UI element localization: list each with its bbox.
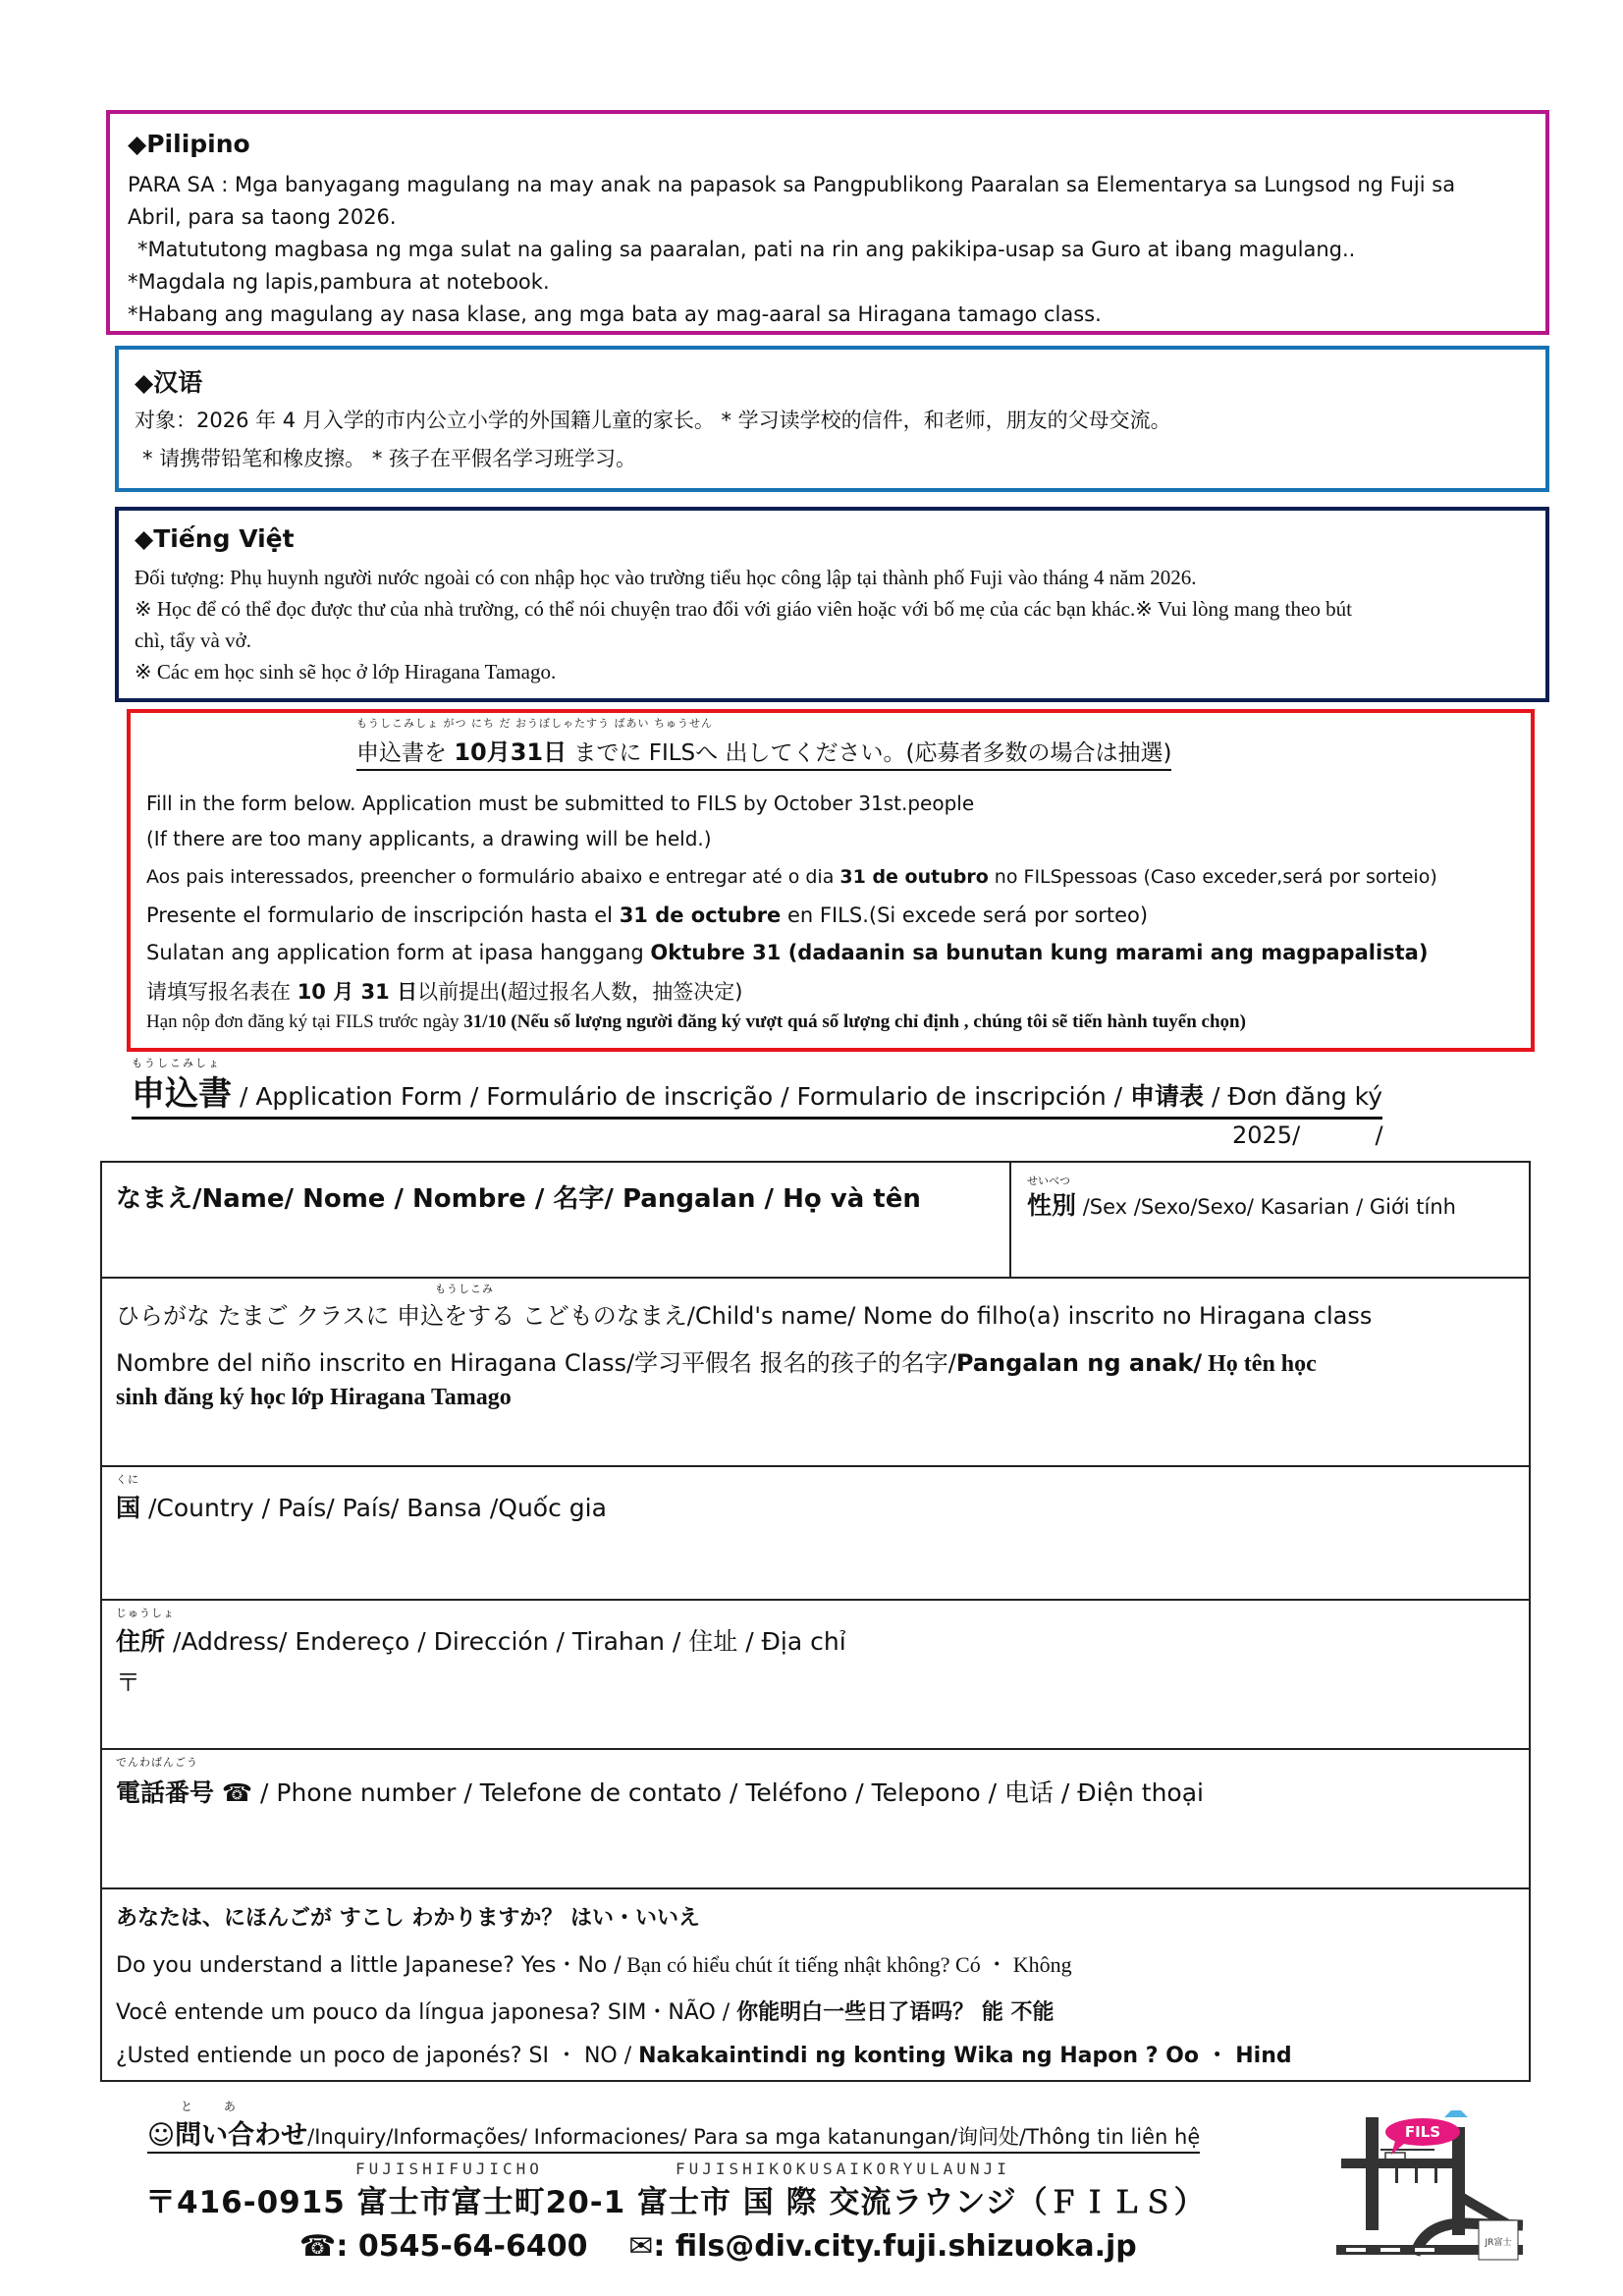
es-date: 31 de octubre <box>619 903 782 927</box>
vietnamese-line: Đối tượng: Phụ huynh người nước ngoài có con nhập học vào trường tiểu học công lập tại thành phố Fuji vào tháng 4 năm 2026. <box>135 566 1197 589</box>
deadline-spanish <box>146 903 1148 927</box>
japanese-question-ja[interactable]: あなたは、にほんごが すこし わかりますか？ はい・いいえ <box>116 1906 700 1931</box>
contact-line <box>299 2229 1137 2264</box>
form-title-chinese: 申请表 <box>1130 1082 1205 1111</box>
japanese-question-pt-zh[interactable] <box>116 1995 1055 2026</box>
address-label <box>116 1622 846 1658</box>
address-ruby: じゅうしょ <box>116 1607 175 1619</box>
address-romaji-1: FUJISHIFUJICHO <box>355 2159 543 2178</box>
pilipino-line: PARA SA : Mga banyagang magulang na may anak na papasok sa Pangpublikong Paaralan sa Elementarya sa Lungsod ng Fuji sa <box>128 173 1456 196</box>
japanese-question-zh: 你能明白一些日了语吗？ 能 不能 <box>736 2000 1055 2025</box>
address-romaji-2: FUJISHIKOKUSAIKORYULAUNJI <box>676 2159 1010 2178</box>
application-form-table <box>100 1161 1531 2082</box>
deadline-ruby: もうしこみしょ がつ にち だ おうぼしゃたすう ばあい ちゅうせん <box>356 717 713 730</box>
pilipino-line: *Matututong magbasa ng mga sulat na galing sa paaralan, pati na rin ang pakikipa-usap sa Guro at ibang magulang.. <box>137 238 1356 261</box>
country-ruby: くに <box>116 1473 139 1486</box>
form-row-phone[interactable] <box>102 1750 1529 1889</box>
fil-pre: Sulatan ang application form at ipasa hanggang <box>146 941 651 964</box>
railway-stripe <box>1380 2248 1400 2252</box>
map-road <box>1395 2168 1398 2183</box>
child-label-1: ひらがな たまご クラスに 申込をする こどものなまえ/Child's name/ Nome do filho(a) inscrito no Hiragana class <box>116 1302 1373 1330</box>
map-road <box>1434 2168 1437 2183</box>
pt-date: 31 de outubro <box>839 866 989 888</box>
deadline-vietnamese <box>146 1011 1246 1033</box>
deadline-chinese <box>146 976 742 1006</box>
japanese-question-es: ¿Usted entiende un poco de japonés? SI ・ NO / <box>116 2044 639 2068</box>
chinese-section <box>115 346 1549 492</box>
inquiry-languages: /Inquiry/Informações/ Informaciones/ Para sa mga katanungan/询问处/Thông tin liên hệ <box>307 2125 1201 2149</box>
form-row-japanese-ability <box>102 1889 1529 2082</box>
form-row-country[interactable] <box>102 1467 1529 1601</box>
address-kanji: 住所 <box>116 1627 166 1656</box>
phone-icon: ☎ <box>299 2229 337 2264</box>
inquiry-ruby: と あ <box>181 2100 249 2113</box>
japanese-question-pt: Você entende um pouco da língua japonesa? SIM・NÃO / <box>116 2000 737 2025</box>
mail-icon: ✉ <box>628 2229 654 2264</box>
deadline-filipino <box>146 941 1428 964</box>
telephone-icon: ☎ <box>221 1778 253 1807</box>
inquiry-heading <box>147 2100 1201 2154</box>
chinese-title: ◆汉语 <box>135 368 203 397</box>
sex-label: /Sex /Sexo/Sexo/ Kasarian / Giới tính <box>1076 1195 1456 1219</box>
fil-date: Oktubre 31 (dadaanin sa bunutan kung marami ang magpapalista) <box>650 941 1429 964</box>
station-label: JR富士 <box>1485 2238 1512 2248</box>
name-label: なまえ/Name/ Nome / Nombre / 名字/ Pangalan / Họ và tên <box>116 1184 921 1214</box>
deadline-heading-pre: 申込書を <box>356 740 455 766</box>
pt-post: no FILSpessoas (Caso exceder,será por sorteio) <box>988 866 1437 888</box>
form-title-languages: / Application Form / Formulário de inscrição / Formulario de inscripción / <box>232 1082 1131 1111</box>
sex-ruby: せいべつ <box>1027 1175 1070 1187</box>
application-date-field[interactable]: 2025/ / <box>1232 1121 1383 1149</box>
map-road <box>1415 2168 1418 2183</box>
zh-pre: 请填写报名表在 <box>146 980 298 1004</box>
form-row-name <box>102 1163 1529 1279</box>
contact-phone[interactable]: : 0545-64-6400 <box>336 2229 588 2264</box>
name-field[interactable] <box>102 1163 1011 1277</box>
deadline-heading <box>356 733 1171 771</box>
phone-label <box>116 1774 1204 1809</box>
map-road <box>1341 2159 1459 2168</box>
country-text: /Country / País/ País/ Bansa /Quốc gia <box>140 1494 607 1522</box>
inquiry-kanji: 問い合わせ <box>175 2120 308 2151</box>
child-label-3: sinh đăng ký học lớp Hiragana Tamago <box>116 1385 512 1410</box>
chinese-line: 对象：2026 年 4 月入学的市内公立小学的外国籍儿童的家长。 * 学习读学校的信件，和老师，朋友的父母交流。 <box>135 409 1171 432</box>
vi-pre: Hạn nộp đơn đăng ký tại FILS trước ngày <box>146 1011 464 1032</box>
contact-email[interactable]: : fils@div.city.fuji.shizuoka.jp <box>653 2229 1137 2264</box>
location-map <box>1336 2098 1523 2265</box>
deadline-heading-post: までに FILSへ 出してください。(応募者多数の場合は抽選) <box>567 740 1172 766</box>
pilipino-title: ◆Pilipino <box>128 130 250 158</box>
vi-date: 31/10 (Nếu số lượng người đăng ký vượt quá số lượng chỉ định , chúng tôi sẽ tiến hành tuyển chọn) <box>463 1011 1246 1032</box>
map-road <box>1380 2149 1434 2151</box>
deadline-section <box>127 709 1535 1052</box>
form-title <box>132 1057 1383 1120</box>
japanese-question-es-fil[interactable] <box>116 2039 1292 2069</box>
sex-kanji: 性別 <box>1027 1191 1077 1220</box>
fils-address: 〒416-0915 富士市富士町20-1 富士市 国 際 交流ラウンジ（ＦＩＬＳ） <box>145 2185 1206 2220</box>
japanese-question-vi: Bạn có hiểu chút ít tiếng nhật không? Có ・ Không <box>621 1952 1072 1977</box>
zh-date: 10 月 31 日 <box>297 980 418 1004</box>
japanese-question-en-vi[interactable] <box>116 1948 1072 1979</box>
country-kanji: 国 <box>116 1494 141 1522</box>
deadline-english-1: Fill in the form below. Application must be submitted to FILS by October 31st.people <box>146 792 975 815</box>
address-text: /Address/ Endereço / Dirección / Tirahan / 住址 / Địa chỉ <box>165 1627 846 1656</box>
child-label-2 <box>116 1343 1317 1378</box>
pilipino-section <box>106 110 1549 335</box>
deadline-date: 10月31日 <box>454 738 568 766</box>
form-title-vietnamese: / Đơn đăng ký <box>1204 1082 1383 1111</box>
form-title-ruby: もうしこみしょ <box>132 1057 221 1069</box>
child-label-2b: Pangalan ng anak/ <box>955 1349 1203 1377</box>
railway-stripe <box>1346 2248 1366 2252</box>
deadline-portuguese <box>146 866 1437 888</box>
form-row-address[interactable] <box>102 1601 1529 1750</box>
deadline-english-2: (If there are too many applicants, a drawing will be held.) <box>146 827 712 850</box>
pt-pre: Aos pais interessados, preencher o formulário abaixo e entregar até o dia <box>146 866 840 888</box>
child-ruby: もうしこみ <box>435 1283 494 1295</box>
japanese-question-en: Do you understand a little Japanese? Yes・No / <box>116 1953 622 1978</box>
vietnamese-line: chì, tẩy và vở. <box>135 629 251 652</box>
form-title-kanji: 申込書 <box>132 1074 232 1114</box>
vietnamese-line: ※ Học để có thể đọc được thư của nhà trường, có thể nói chuyện trao đổi với giáo viên hoặc với bố mẹ của các bạn khác.※ Vui lòng mang theo bút <box>135 597 1352 621</box>
japanese-question-fil: Nakakaintindi ng konting Wika ng Hapon ? Oo ・ Hind <box>638 2044 1292 2068</box>
chinese-line: * 请携带铅笔和橡皮擦。 * 孩子在平假名学习班学习。 <box>142 447 637 470</box>
phone-text: / Phone number / Telefone de contato / Teléfono / Telepono / 电话 / Điện thoại <box>252 1778 1204 1807</box>
child-label-2c: Họ tên học <box>1202 1351 1317 1377</box>
railway-stripe <box>1415 2248 1434 2252</box>
zh-post: 以前提出(超过报名人数，抽签决定) <box>417 980 743 1004</box>
sex-field[interactable] <box>1027 1175 1456 1222</box>
postal-mark-icon: 〒 <box>116 1668 141 1697</box>
child-label-2a: Nombre del niño inscrito en Hiragana Class/学习平假名 报名的孩子的名字/ <box>116 1349 956 1377</box>
pilipino-line: *Habang ang magulang ay nasa klase, ang mga bata ay mag-aaral sa Hiragana tamago class. <box>128 302 1102 326</box>
vietnamese-line: ※ Các em học sinh sẽ học ở lớp Hiragana Tamago. <box>135 660 557 683</box>
map-road <box>1366 2117 1379 2230</box>
es-pre: Presente el formulario de inscripción hasta el <box>146 903 620 927</box>
country-label <box>116 1489 607 1524</box>
es-post: en FILS.(Si excede será por sorteo) <box>781 903 1149 927</box>
phone-ruby: でんわばんごう <box>116 1756 198 1769</box>
pilipino-line: *Magdala ng lapis,pambura at notebook. <box>128 270 550 294</box>
smiley-icon: ☺ <box>147 2120 176 2151</box>
fils-badge-label: FILS <box>1404 2123 1441 2141</box>
form-row-child-name[interactable] <box>102 1279 1529 1467</box>
phone-kanji: 電話番号 <box>116 1778 215 1807</box>
vietnamese-section <box>115 507 1549 702</box>
vietnamese-title: ◆Tiếng Việt <box>135 524 295 553</box>
pilipino-line: Abril, para sa taong 2026. <box>128 205 397 229</box>
